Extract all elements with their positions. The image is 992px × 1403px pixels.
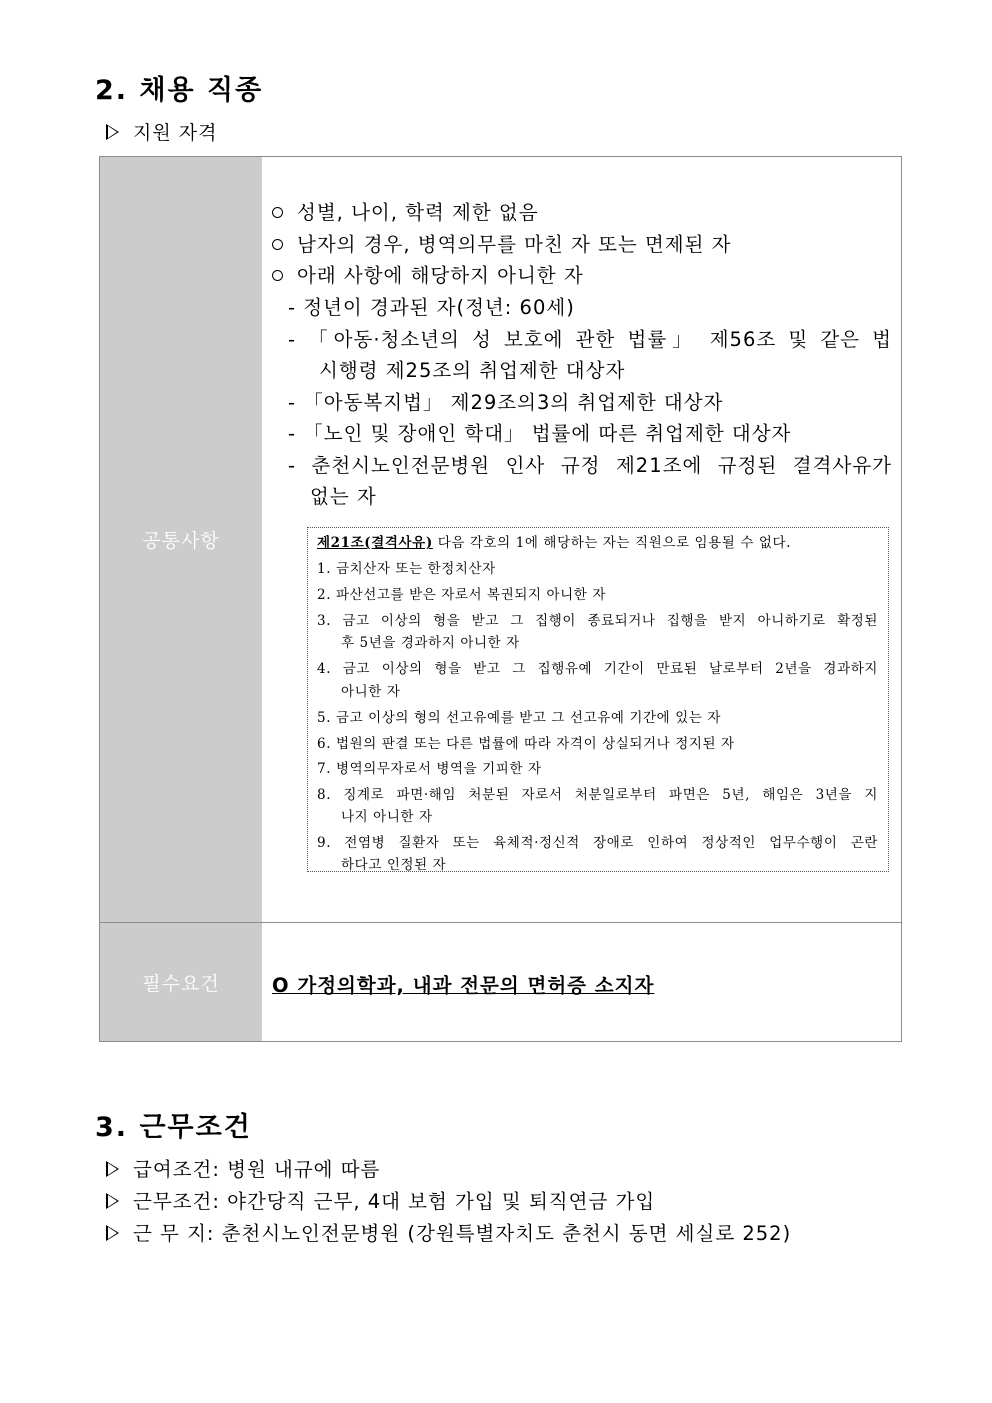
- circle-bullet-icon: [272, 207, 283, 218]
- section-3-title: 3. 근무조건: [95, 1112, 252, 1143]
- section-2-title: 2. 채용 직종: [95, 75, 264, 106]
- required-label-cell: [100, 923, 262, 1041]
- list-item: [272, 260, 892, 292]
- regulation-line-continued: 하다고 인정된 자: [341, 857, 447, 873]
- work-condition-line: [106, 1154, 380, 1182]
- sub-item: - 「노인 및 장애인 학대」 법률에 따른 취업제한 대상자: [288, 422, 792, 445]
- regulation-line-continued: 아니한 자: [341, 684, 401, 700]
- common-label-cell: [100, 157, 262, 922]
- regulation-line: 9. 전염병 질환자 또는 육체적·정신적 장애로 인하여 정상적인 업무수행이 곤란: [317, 835, 878, 851]
- list-item: [272, 197, 892, 229]
- required-label: 필수요건: [142, 972, 220, 995]
- triangle-bullet-icon: [106, 1225, 119, 1241]
- work-condition-text: 근무조건: 야간당직 근무, 4대 보험 가입 및 퇴직연금 가입: [133, 1190, 656, 1213]
- regulation-intro: 다음 각호의 1에 해당하는 자는 직원으로 임용될 수 없다.: [437, 535, 792, 551]
- regulation-heading: 제21조(결격사유): [317, 535, 433, 551]
- sub-item-continued: 없는 자: [310, 485, 377, 508]
- regulation-line: 3. 금고 이상의 형을 받고 그 집행이 종료되거나 집행을 받지 아니하기로 확정된: [317, 613, 878, 629]
- list-item-text: 아래 사항에 해당하지 아니한 자: [297, 264, 584, 287]
- regulation-line: 1. 금치산자 또는 한정치산자: [317, 561, 496, 577]
- list-item-text: 성별, 나이, 학력 제한 없음: [297, 201, 539, 224]
- triangle-bullet-icon: [106, 1193, 119, 1209]
- regulation-line: 7. 병역의무자로서 병역을 기피한 자: [317, 761, 542, 777]
- sub-item: - 「아동복지법」 제29조의3의 취업제한 대상자: [288, 390, 724, 414]
- regulation-intro-line: [317, 531, 791, 551]
- sub-item: - 「아동·청소년의 성 보호에 관한 법률」 제56조 및 같은 법: [288, 327, 892, 351]
- common-items: [272, 197, 892, 292]
- qualification-subheading-text: 지원 자격: [133, 122, 218, 144]
- regulation-line: 2. 파산선고를 받은 자로서 복권되지 아니한 자: [317, 587, 606, 603]
- list-item-text: 남자의 경우, 병역의무를 마친 자 또는 면제된 자: [297, 232, 732, 256]
- work-condition-text: 근 무 지: 춘천시노인전문병원 (강원특별자치도 춘천시 동면 세실로 252): [133, 1222, 792, 1245]
- sub-item: - 춘천시노인전문병원 인사 규정 제21조에 규정된 결격사유가: [288, 453, 892, 477]
- circle-bullet-icon: [272, 239, 283, 250]
- regulation-line: 5. 금고 이상의 형의 선고유예를 받고 그 선고유예 기간에 있는 자: [317, 710, 722, 726]
- regulation-line: 4. 금고 이상의 형을 받고 그 집행유예 기간이 만료된 날로부터 2년을 경과하지: [317, 661, 878, 677]
- circle-bullet-icon: [272, 270, 283, 281]
- regulation-line-continued: 후 5년을 경과하지 아니한 자: [341, 635, 520, 651]
- required-text: O 가정의학과, 내과 전문의 면허증 소지자: [272, 974, 655, 997]
- qualification-subheading: [106, 118, 217, 145]
- sub-item: - 정년이 경과된 자(정년: 60세): [288, 296, 575, 319]
- common-label: 공통사항: [142, 530, 220, 552]
- triangle-bullet-icon: [106, 124, 119, 140]
- regulation-line-continued: 나지 아니한 자: [341, 809, 433, 825]
- regulation-line: 8. 징계로 파면·해임 처분된 자로서 처분일로부터 파면은 5년, 해임은 3년을 지: [317, 787, 878, 803]
- list-item: [272, 229, 892, 261]
- work-condition-line: [106, 1186, 655, 1214]
- regulation-box: [307, 527, 889, 872]
- common-subitems: [288, 292, 892, 513]
- sub-item-continued: 시행령 제25조의 취업제한 대상자: [319, 359, 626, 382]
- work-condition-line: [106, 1218, 791, 1246]
- triangle-bullet-icon: [106, 1161, 119, 1177]
- work-condition-text: 급여조건: 병원 내규에 따름: [133, 1158, 381, 1181]
- regulation-line: 6. 법원의 판결 또는 다른 법률에 따라 자격이 상실되거나 정지된 자: [317, 736, 735, 752]
